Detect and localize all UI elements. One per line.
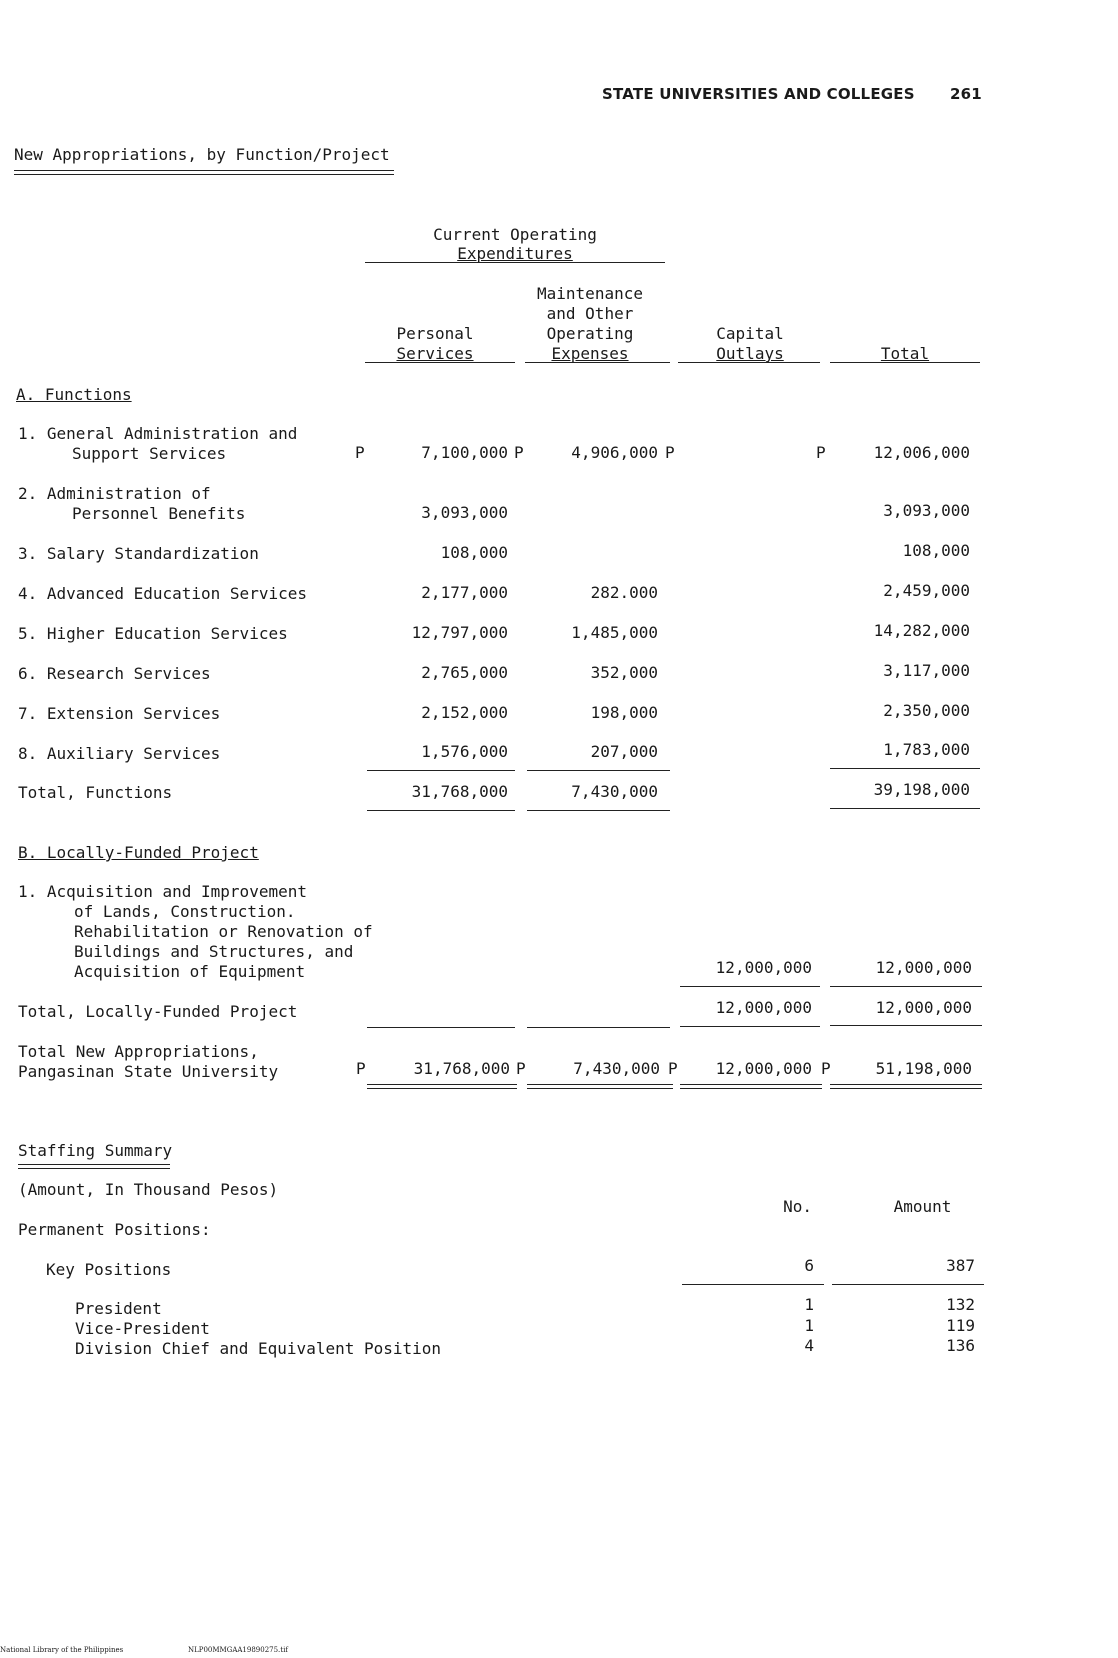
function-1-label-1: 1. General Administration and: [18, 424, 298, 443]
grand-total-double-rule: [367, 1084, 517, 1089]
project-total: 12,000,000: [875, 958, 972, 977]
function-8-total: 1,783,000: [883, 740, 970, 759]
project-subtotal-rule: [830, 986, 982, 987]
staffing-col-no: No.: [783, 1197, 812, 1216]
permanent-positions-label: Permanent Positions:: [18, 1220, 211, 1239]
grand-total-capital: 12,000,000: [715, 1059, 812, 1078]
function-8-label: 8. Auxiliary Services: [18, 744, 221, 763]
footer-file: NLP00MMGAA19890275.tif: [188, 1646, 288, 1654]
function-1-mooe: 4,906,000: [571, 443, 658, 462]
key-positions-label: Key Positions: [46, 1260, 172, 1279]
position-president-label: President: [75, 1299, 162, 1318]
project-label-1: 1. Acquisition and Improvement: [18, 882, 307, 901]
function-2-total: 3,093,000: [883, 501, 970, 520]
col-header-capital-2: Outlays: [716, 344, 784, 363]
function-4-personal: 2,177,000: [421, 583, 508, 602]
project-total-rule: [367, 1027, 515, 1028]
function-5-mooe: 1,485,000: [571, 623, 658, 642]
function-6-personal: 2,765,000: [421, 663, 508, 682]
functions-total-total: 39,198,000: [873, 780, 970, 799]
function-6-total: 3,117,000: [883, 661, 970, 680]
project-label-3: Rehabilitation or Renovation of: [74, 922, 373, 941]
staffing-title: Staffing Summary: [18, 1141, 173, 1160]
function-7-personal: 2,152,000: [421, 703, 508, 722]
position-division-chief-no: 4: [804, 1336, 814, 1355]
page-number: 261: [950, 85, 982, 103]
col-header-total: Total: [880, 344, 930, 363]
key-positions-amount: 387: [946, 1256, 975, 1275]
col-header-mooe-1: Maintenance: [537, 284, 643, 303]
staffing-note: (Amount, In Thousand Pesos): [18, 1180, 279, 1199]
peso-sign: P: [665, 443, 675, 462]
key-positions-no: 6: [804, 1256, 814, 1275]
peso-sign: P: [821, 1059, 831, 1078]
function-5-label: 5. Higher Education Services: [18, 624, 288, 643]
functions-heading: A. Functions: [16, 385, 132, 404]
col-header-current-operating: Current Operating: [433, 225, 597, 244]
staffing-col-amount: Amount: [893, 1197, 952, 1216]
key-positions-rule: [682, 1284, 824, 1285]
function-7-label: 7. Extension Services: [18, 704, 221, 723]
position-vice-president-label: Vice-President: [75, 1319, 210, 1338]
mooe-header-rule: [525, 362, 670, 363]
running-header: STATE UNIVERSITIES AND COLLEGES: [602, 85, 915, 103]
title-double-rule: [14, 170, 394, 175]
col-header-personal-2: Services: [396, 344, 474, 363]
position-vice-president-no: 1: [804, 1316, 814, 1335]
functions-total-label: Total, Functions: [18, 783, 173, 802]
function-8-mooe: 207,000: [590, 742, 658, 761]
project-capital: 12,000,000: [715, 958, 812, 977]
function-3-label: 3. Salary Standardization: [18, 544, 259, 563]
col-header-mooe-2: and Other: [546, 304, 634, 323]
peso-sign: P: [514, 443, 524, 462]
project-total-total: 12,000,000: [875, 998, 972, 1017]
function-1-label-2: Support Services: [72, 444, 227, 463]
function-4-label: 4. Advanced Education Services: [18, 584, 307, 603]
grand-total-double-rule: [680, 1084, 822, 1089]
function-4-mooe: 282.000: [590, 583, 658, 602]
position-president-no: 1: [804, 1295, 814, 1314]
function-4-total: 2,459,000: [883, 581, 970, 600]
col-header-capital-1: Capital: [716, 324, 784, 343]
functions-subtotal-rule: [527, 770, 670, 771]
project-subtotal-rule: [680, 986, 820, 987]
current-operating-rule: [365, 262, 665, 263]
function-6-label: 6. Research Services: [18, 664, 211, 683]
functions-total-rule: [367, 810, 515, 811]
project-heading: B. Locally-Funded Project: [18, 843, 259, 862]
functions-total-mooe: 7,430,000: [571, 782, 658, 801]
functions-total-personal: 31,768,000: [411, 782, 508, 801]
project-total-rule: [527, 1027, 670, 1028]
grand-total-label-1: Total New Appropriations,: [18, 1042, 259, 1061]
personal-header-rule: [365, 362, 515, 363]
grand-total-double-rule: [830, 1084, 982, 1089]
grand-total-personal: 31,768,000: [413, 1059, 510, 1078]
function-7-mooe: 198,000: [590, 703, 658, 722]
project-total-rule: [680, 1026, 820, 1027]
function-2-personal: 3,093,000: [421, 503, 508, 522]
grand-total-mooe: 7,430,000: [573, 1059, 660, 1078]
function-1-personal: 7,100,000: [421, 443, 508, 462]
footer-library: National Library of the Philippines: [0, 1646, 124, 1654]
project-total-capital: 12,000,000: [715, 998, 812, 1017]
peso-sign: P: [816, 443, 826, 462]
functions-subtotal-rule: [830, 768, 980, 769]
project-total-label: Total, Locally-Funded Project: [18, 1002, 298, 1021]
function-5-total: 14,282,000: [873, 621, 970, 640]
position-division-chief-amount: 136: [946, 1336, 975, 1355]
col-header-personal-1: Personal: [396, 324, 474, 343]
peso-sign: P: [668, 1059, 678, 1078]
project-label-5: Acquisition of Equipment: [74, 962, 306, 981]
function-5-personal: 12,797,000: [411, 623, 508, 642]
col-header-mooe-3: Operating: [546, 324, 634, 343]
function-3-personal: 108,000: [440, 543, 508, 562]
function-3-total: 108,000: [902, 541, 970, 560]
position-president-amount: 132: [946, 1295, 975, 1314]
position-vice-president-amount: 119: [946, 1316, 975, 1335]
col-header-mooe-4: Expenses: [551, 344, 629, 363]
project-label-4: Buildings and Structures, and: [74, 942, 354, 961]
capital-header-rule: [678, 362, 820, 363]
function-2-label-1: 2. Administration of: [18, 484, 211, 503]
staffing-title-double-rule: [18, 1164, 170, 1169]
function-8-personal: 1,576,000: [421, 742, 508, 761]
peso-sign: P: [356, 1059, 366, 1078]
col-header-expenditures: Expenditures: [457, 244, 573, 263]
grand-total-label-2: Pangasinan State University: [18, 1062, 279, 1081]
function-2-label-2: Personnel Benefits: [72, 504, 246, 523]
function-1-total: 12,006,000: [873, 443, 970, 462]
functions-total-rule: [830, 808, 980, 809]
peso-sign: P: [516, 1059, 526, 1078]
position-division-chief-label: Division Chief and Equivalent Position: [75, 1339, 442, 1358]
functions-subtotal-rule: [367, 770, 515, 771]
function-7-total: 2,350,000: [883, 701, 970, 720]
grand-total-total: 51,198,000: [875, 1059, 972, 1078]
section-title: New Appropriations, by Function/Project: [14, 145, 390, 164]
total-header-rule: [830, 362, 980, 363]
peso-sign: P: [355, 443, 365, 462]
project-total-rule: [830, 1025, 982, 1026]
grand-total-double-rule: [527, 1084, 673, 1089]
project-label-2: of Lands, Construction.: [74, 902, 296, 921]
key-positions-rule: [832, 1284, 984, 1285]
function-6-mooe: 352,000: [590, 663, 658, 682]
functions-total-rule: [527, 810, 670, 811]
